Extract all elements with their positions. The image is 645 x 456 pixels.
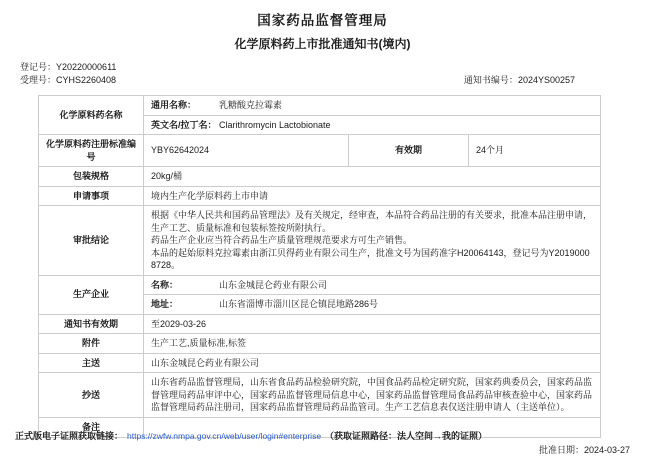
drug-name-label: 化学原料药名称 — [39, 96, 144, 135]
cc-recipients-value: 山东省药品监督管理局，山东省食品药品检验研究院，中国食品药品检定研究院，国家药典委员会，国家药品监督管理局药品审评中心，国家药品监督管理局信息中心，国家药品监督管理局食品药品审核查验中心，国家药品监督管理局药品注册司，国家药品监督管理局药品监管司。生产工艺信息表仅送注册申请人（主送单位）。 — [144, 373, 601, 418]
agency-title: 国家药品监督管理局 — [257, 13, 388, 28]
table-row — [39, 275, 601, 295]
table-row — [39, 353, 601, 373]
manufacturer-name-label: 名称： — [151, 279, 179, 290]
approval-date-line — [0, 444, 630, 456]
registration-number-value: Y20220000611 — [56, 62, 117, 72]
notice-number-label: 通知书编号： — [463, 75, 518, 85]
manufacturer-label: 生产企业 — [39, 275, 144, 314]
main-recipient-value: 山东金城昆仑药业有限公司 — [144, 353, 601, 373]
approval-conclusion-cell — [144, 206, 601, 276]
certificate-link[interactable]: https://zwfw.nmpa.gov.cn/web/user/login#enterprise — [127, 431, 322, 441]
english-name-cell — [144, 115, 601, 135]
registration-number-label: 登记号： — [20, 62, 57, 72]
standard-number-value: YBY62642024 — [144, 135, 349, 167]
remarks-label: 备注 — [39, 417, 144, 437]
package-spec-value: 20kg/桶 — [144, 167, 601, 187]
conclusion-paragraph-1: 根据《中华人民共和国药品管理法》及有关规定，经审查，本品符合药品注册的有关要求，批准本品注册申请，生产工艺、质量标准和包装标签按所附执行。 — [151, 210, 593, 233]
certificate-link-label: 正式版电子证照获取链接： — [15, 431, 124, 441]
package-spec-label: 包装规格 — [39, 167, 144, 187]
manufacturer-name-cell — [144, 275, 601, 295]
english-name-label: 英文名/拉丁名： — [151, 119, 217, 130]
notice-validity-label: 通知书有效期 — [39, 314, 144, 334]
notice-number-value: 2024YS00257 — [517, 75, 575, 85]
generic-name-value: 乳糖酸克拉霉素 — [219, 100, 283, 110]
main-recipient-label: 主送 — [39, 353, 144, 373]
validity-period-value: 24个月 — [469, 135, 601, 167]
table-row — [39, 96, 601, 116]
standard-number-label: 化学原料药注册标准编号 — [39, 135, 144, 167]
table-row — [39, 334, 601, 354]
table-row — [39, 373, 601, 418]
manufacturer-address-label: 地址： — [151, 299, 179, 309]
acceptance-notice-line — [20, 74, 625, 87]
attachments-label: 附件 — [39, 334, 144, 354]
application-item-label: 申请事项 — [39, 186, 144, 206]
approval-date-value: 2024-03-27 — [583, 444, 630, 455]
table-row — [39, 206, 601, 276]
english-name-value: Clarithromycin Lactobionate — [219, 119, 331, 130]
notice-number — [464, 74, 625, 87]
document-title: 化学原料药上市批准通知书(境内) — [234, 37, 411, 51]
generic-name-cell — [144, 96, 601, 116]
manufacturer-address-cell — [144, 295, 601, 315]
certificate-path-hint: （获取证照路径：法人空间→我的证照） — [325, 431, 488, 441]
application-item-value: 境内生产化学原料药上市申请 — [144, 186, 601, 206]
approval-date-label: 批准日期： — [538, 444, 584, 455]
conclusion-paragraph-2: 药品生产企业应当符合药品生产质量管理规范要求方可生产销售。 — [151, 235, 413, 245]
acceptance-number-value: CYHS2260408 — [56, 75, 117, 85]
header-meta — [20, 61, 625, 87]
table-row — [39, 314, 601, 334]
notice-validity-value: 至2029-03-26 — [144, 314, 601, 334]
conclusion-paragraph-3: 本品的起始原料克拉霉素由浙江贝得药业有限公司生产，批准文号为国药准字H20064143，登记号为Y20190008728。 — [151, 247, 590, 270]
acceptance-number — [20, 74, 116, 87]
attachments-value: 生产工艺,质量标准,标签 — [144, 334, 601, 354]
approval-table — [38, 95, 601, 438]
acceptance-number-label: 受理号： — [20, 75, 57, 85]
cc-recipients-label: 抄送 — [39, 373, 144, 418]
manufacturer-address-value: 山东省淄博市淄川区昆仑镇昆地路286号 — [219, 299, 379, 309]
table-row — [39, 167, 601, 187]
registration-number-line — [20, 61, 625, 74]
validity-period-label: 有效期 — [349, 135, 469, 167]
certificate-link-line — [15, 429, 487, 442]
table-row — [39, 186, 601, 206]
table-row — [39, 135, 601, 167]
generic-name-label: 通用名称： — [151, 100, 197, 110]
approval-conclusion-label: 审批结论 — [39, 206, 144, 276]
manufacturer-name-value: 山东金城昆仑药业有限公司 — [219, 279, 328, 290]
